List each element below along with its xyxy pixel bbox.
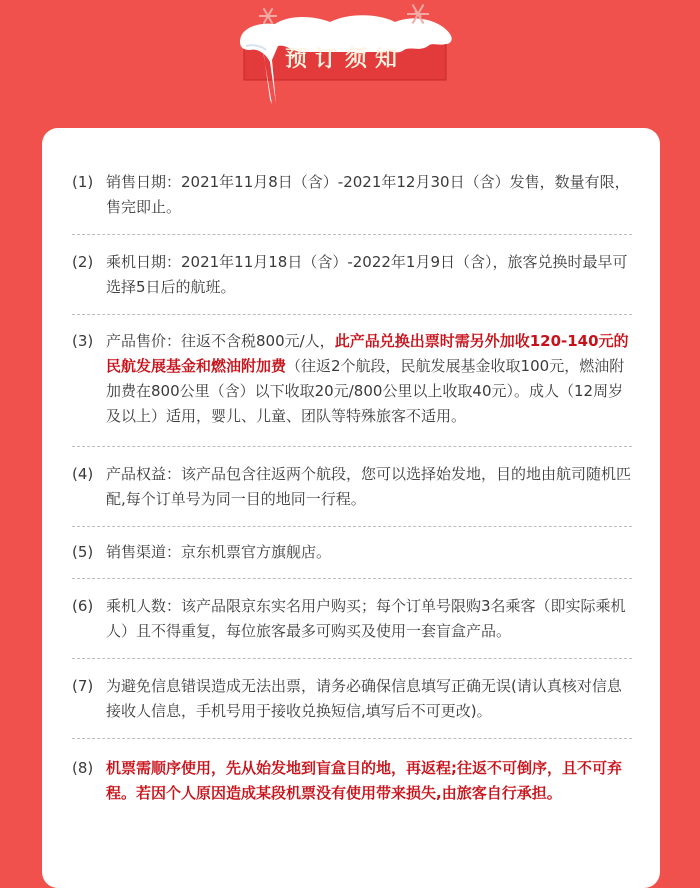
item-number: (7) (72, 677, 94, 695)
item-number: (1) (72, 173, 94, 191)
page-title: 预订须知 (284, 47, 405, 72)
item-text (106, 329, 632, 429)
item-text-post: （往返2个航段，民航发展基金收取100元，燃油附加费在800公里（含）以下收取20元/800公里以上收取40元）。成人（12周岁及以上）适用，婴儿、儿童、团队等特殊旅客不适用。 (106, 357, 625, 425)
divider (72, 446, 632, 447)
item-text-pre: 产品售价：往返不含税800元/人， (106, 332, 335, 350)
divider (72, 578, 632, 579)
item-number: (5) (72, 543, 94, 561)
divider (72, 314, 632, 315)
item-number: (8) (72, 759, 94, 777)
item-number: (6) (72, 597, 94, 615)
title-banner (0, 0, 700, 120)
item-text: 销售日期：2021年11月8日（含）-2021年12月30日（含）发售，数量有限，售完即止。 (106, 173, 630, 216)
item-text: 为避免信息错误造成无法出票，请务必确保信息填写正确无误(请认真核对信息接收人信息，手机号用于接收兑换短信,填写后不可更改)。 (106, 677, 622, 720)
item-text-highlight: 此产品兑换出票时需另外加收120-140元的民航发展基金和燃油附加费 (106, 332, 629, 375)
item-text: 乘机日期：2021年11月18日（含）-2022年1月9日（含），旅客兑换时最早可选择5日后的航班。 (106, 253, 628, 296)
item-text: 销售渠道：京东机票官方旗舰店。 (106, 543, 332, 561)
divider (72, 526, 632, 527)
divider (72, 234, 632, 235)
divider (72, 658, 632, 659)
item-text: 乘机人数：该产品限京东实名用户购买；每个订单号限购3名乘客（即实际乘机人）且不得重复，每位旅客最多可购买及使用一套盲盒产品。 (106, 597, 626, 640)
divider (72, 738, 632, 739)
item-text: 产品权益：该产品包含往返两个航段，您可以选择始发地，目的地由航司随机匹配,每个订单号为同一目的地同一行程。 (106, 465, 632, 508)
item-number: (4) (72, 465, 94, 483)
snowflake-icon-left (259, 8, 277, 24)
item-text: 机票需顺序使用，先从始发地到盲盒目的地，再返程;往返不可倒序，且不可弃程。若因个人原因造成某段机票没有使用带来损失,由旅客自行承担。 (106, 759, 623, 802)
item-number: (3) (72, 332, 94, 350)
item-number: (2) (72, 253, 94, 271)
